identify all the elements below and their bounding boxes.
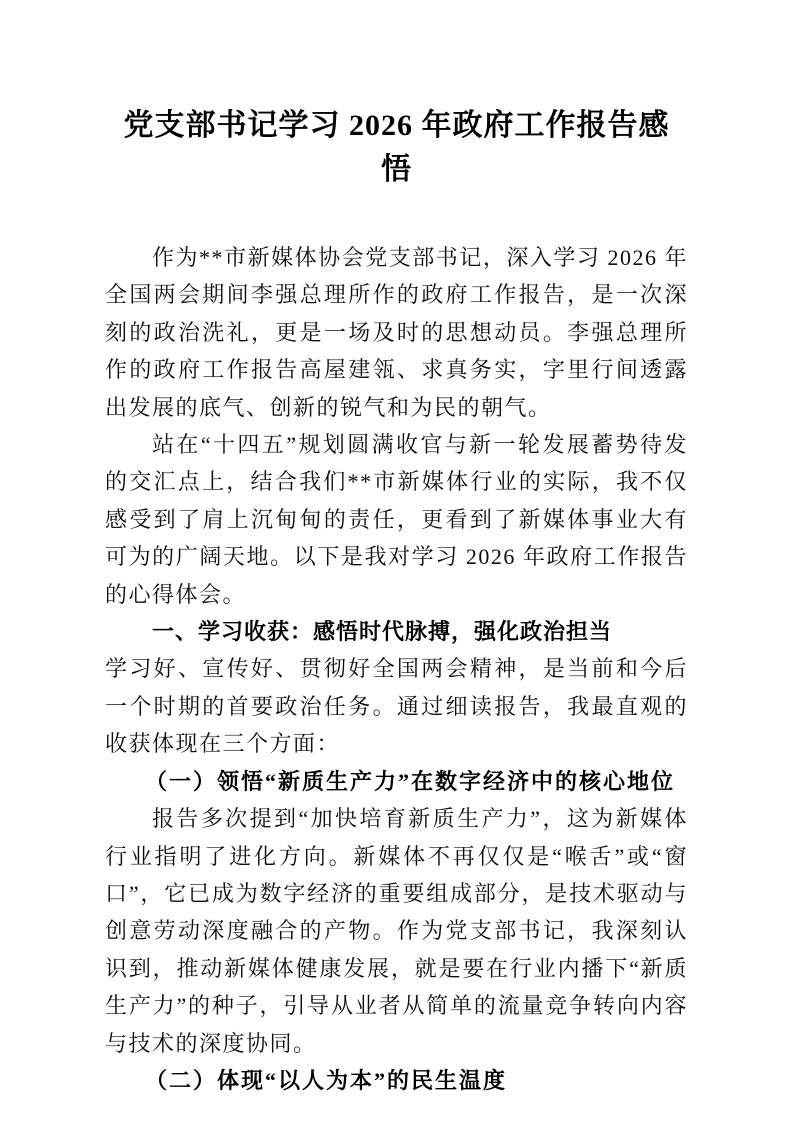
document-title [100,104,693,192]
subsection-heading-1-1: （一）领悟“新质生产力”在数字经济中的核心地位 [145,768,676,794]
paragraph-intro-1: 作为**市新媒体协会党支部书记，深入学习 2026 年全国两会期间李强总理所作的政府工作报告，是一次深刻的政治洗礼，更是一场及时的思想动员。李强总理所作的政府工作报告高屋建瓴、求真务实，字里行间透露出发展的底气、创新的锐气和为民的朝气。 [105,245,688,420]
document-title-line-1: 党支部书记学习 2026 年政府工作报告感 [123,109,670,142]
document-body [105,239,688,1099]
paragraph-intro-2: 站在“十四五”规划圆满收官与新一轮发展蓄势待发的交汇点上，结合我们**市新媒体行业的实际，我不仅感受到了肩上沉甸甸的责任，更看到了新媒体事业大有可为的广阔天地。以下是我对学习 2026 年政府工作报告的心得体会。 [105,432,688,607]
subsection-heading-1-2: （二）体现“以人为本”的民生温度 [145,1067,508,1093]
paragraph-section-1-lead: 学习好、宣传好、贯彻好全国两会精神，是当前和今后一个时期的首要政治任务。通过细读报告，我最直观的收获体现在三个方面： [105,656,688,757]
paragraph-subsection-1-1: 报告多次提到“加快培育新质生产力”，这为新媒体行业指明了进化方向。新媒体不再仅仅是“喉舌”或“窗口”，它已成为数字经济的重要组成部分，是技术驱动与创意劳动深度融合的产物。作为党支部书记，我深刻认识到，推动新媒体健康发展，就是要在行业内播下“新质生产力”的种子，引导从业者从简单的流量竞争转向内容与技术的深度协同。 [105,806,688,1056]
document-title-line-2: 悟 [381,153,412,186]
section-heading-1: 一、学习收获：感悟时代脉搏，强化政治担当 [152,619,613,645]
